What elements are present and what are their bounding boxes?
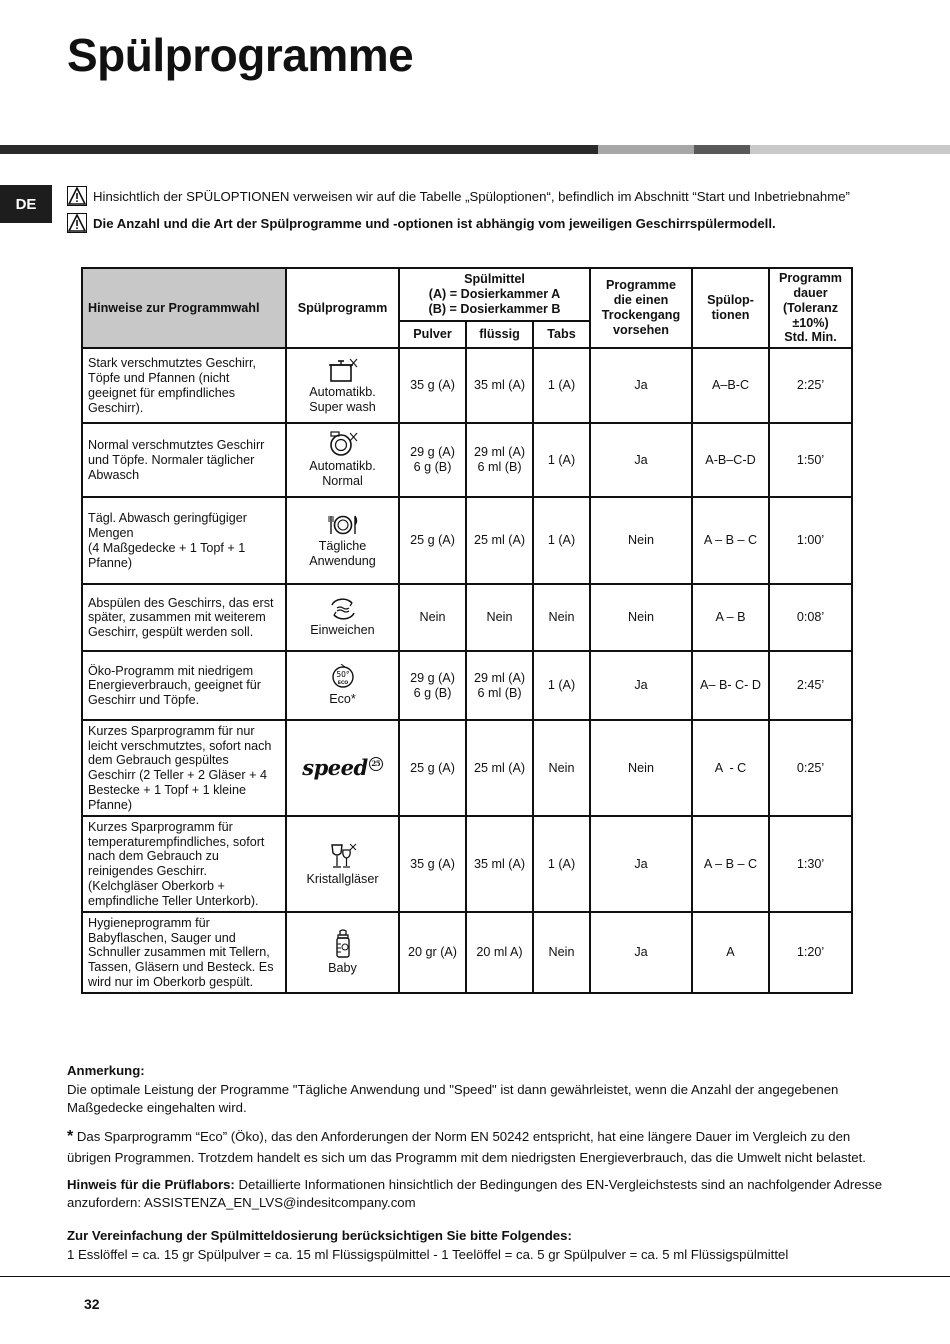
drying-cell: Ja	[590, 348, 692, 423]
powder-cell: 29 g (A) 6 g (B)	[399, 423, 466, 497]
hint-cell: Tägl. Abwasch geringfügiger Mengen (4 Maßgedecke + 1 Topf + 1 Pfanne)	[82, 497, 286, 584]
powder-cell: 20 gr (A)	[399, 912, 466, 993]
hint-cell: Öko-Programm mit niedrigem Energieverbrauch, geeignet für Geschirr und Töpfe.	[82, 651, 286, 720]
header-band-light	[598, 145, 694, 154]
hint-cell: Kurzes Sparprogramm für temperaturempfindliches, sofort nach dem Gebrauch zu reinigendes Geschirr. (Kelchgläser Oberkorb + empfindliche Teller Unterkorb).	[82, 816, 286, 912]
duration-cell: 0:25’	[769, 720, 852, 816]
page-title: Spülprogramme	[67, 29, 414, 81]
hint-cell: Kurzes Sparprogramm für nur leicht verschmutztes, sofort nach dem Gebrauch gespültes Geschirr (2 Teller + 2 Gläser + 4 Bestecke + 1 Topf + 1 kleine Pfanne)	[82, 720, 286, 816]
pan-icon	[328, 431, 358, 457]
asterisk: *	[67, 1128, 74, 1146]
wine-glass-icon	[329, 842, 357, 870]
table-row	[82, 497, 852, 584]
drying-cell: Nein	[590, 497, 692, 584]
page-number: 32	[84, 1296, 100, 1312]
tabs-cell: Nein	[533, 720, 590, 816]
tabs-cell: 1 (A)	[533, 651, 590, 720]
options-cell: A – B	[692, 584, 769, 651]
note-heading: Anmerkung:	[67, 1063, 145, 1078]
drying-cell: Ja	[590, 912, 692, 993]
options-cell: A–B-C	[692, 348, 769, 423]
options-cell: A – B – C	[692, 816, 769, 912]
powder-cell: 25 g (A)	[399, 720, 466, 816]
header-band-mid	[694, 145, 750, 154]
liquid-cell: 29 ml (A) 6 ml (B)	[466, 651, 533, 720]
table-row	[82, 912, 852, 993]
note-dosage: 1 Esslöffel = ca. 15 gr Spülpulver = ca. 15 ml Flüssigspülmittel - 1 Teelöffel = ca. 5 gr Spülpulver = ca. 5 ml Flüssigspülmittel	[67, 1246, 789, 1262]
tabs-cell: 1 (A)	[533, 423, 590, 497]
program-cell: Automatikb. Normal	[286, 423, 399, 497]
drying-cell: Ja	[590, 423, 692, 497]
header-band-dark	[0, 145, 598, 154]
table-row	[82, 651, 852, 720]
warning-icon	[67, 213, 87, 233]
svg-text:50°: 50°	[335, 670, 350, 680]
language-tab: DE	[0, 185, 52, 223]
soak-icon	[328, 597, 358, 621]
duration-cell: 2:45’	[769, 651, 852, 720]
footer-rule	[0, 1276, 950, 1277]
tabs-cell: Nein	[533, 912, 590, 993]
duration-cell: 2:25’	[769, 348, 852, 423]
baby-bottle-icon	[332, 929, 354, 959]
program-cell: Baby	[286, 912, 399, 993]
notice-options	[67, 186, 850, 206]
options-cell: A – B – C	[692, 497, 769, 584]
liquid-cell: Nein	[466, 584, 533, 651]
drying-cell: Ja	[590, 816, 692, 912]
duration-cell: 1:50’	[769, 423, 852, 497]
place-setting-icon	[327, 513, 359, 537]
header-hint: Hinweise zur Programmwahl	[82, 268, 286, 348]
options-cell: A– B- C- D	[692, 651, 769, 720]
speed-25-badge: 25	[369, 757, 383, 771]
tabs-cell: 1 (A)	[533, 816, 590, 912]
liquid-cell: 20 ml A)	[466, 912, 533, 993]
powder-cell: Nein	[399, 584, 466, 651]
header-powder: Pulver	[399, 321, 466, 348]
options-cell: A-B–C-D	[692, 423, 769, 497]
hint-cell: Hygieneprogramm für Babyflaschen, Sauger und Schnuller zusammen mit Tellern, Tassen, Gläsern und Besteck. Es wird nur im Oberkorb gespült.	[82, 912, 286, 993]
liquid-cell: 25 ml (A)	[466, 720, 533, 816]
header-options: Spülop- tionen	[692, 268, 769, 348]
drying-cell: Nein	[590, 584, 692, 651]
powder-cell: 35 g (A)	[399, 348, 466, 423]
header-program: Spülprogramm	[286, 268, 399, 348]
tabs-cell: Nein	[533, 584, 590, 651]
header-band-pale	[750, 145, 950, 154]
header-duration: Programm dauer (Toleranz ±10%) Std. Min.	[769, 268, 852, 348]
note-eco: * Das Sparprogramm “Eco” (Öko), das den Anforderungen der Norm EN 50242 entspricht, hat eine längere Dauer im Vergleich zu den übrigen Programmen. Trotzdem handelt es sich um das Programm mit dem niedrigsten Energieverbrauch, das die Umwelt nicht belastet.	[67, 1128, 866, 1165]
powder-cell: 29 g (A) 6 g (B)	[399, 651, 466, 720]
table-row	[82, 584, 852, 651]
program-cell: Automatikb. Super wash	[286, 348, 399, 423]
liquid-cell: 29 ml (A) 6 ml (B)	[466, 423, 533, 497]
table-row	[82, 423, 852, 497]
drying-cell: Ja	[590, 651, 692, 720]
notice-text: Die Anzahl und die Art der Spülprogramme und -optionen ist abhängig vom jeweiligen Geschirrspülermodell.	[93, 215, 776, 231]
tabs-cell: 1 (A)	[533, 497, 590, 584]
hint-cell: Normal verschmutztes Geschirr und Töpfe. Normaler täglicher Abwasch	[82, 423, 286, 497]
header-liquid: flüssig	[466, 321, 533, 348]
liquid-cell: 35 ml (A)	[466, 348, 533, 423]
liquid-cell: 25 ml (A)	[466, 497, 533, 584]
header-tabs: Tabs	[533, 321, 590, 348]
program-cell	[286, 720, 399, 816]
note-labs: Hinweis für die Prüflabors: Detaillierte Informationen hinsichtlich der Bedingungen des EN-Vergleichstests sind an nachfolgender Adresse anzufordern: ASSISTENZA_EN_LVS@indesitcompany.com	[67, 1176, 883, 1211]
header-detergent: Spülmittel (A) = Dosierkammer A (B) = Dosierkammer B	[399, 268, 590, 321]
program-table	[81, 267, 853, 994]
duration-cell: 1:20’	[769, 912, 852, 993]
speed-logo-icon: speed 25	[302, 756, 382, 781]
table-row	[82, 348, 852, 423]
pot-icon	[328, 357, 358, 383]
powder-cell: 35 g (A)	[399, 816, 466, 912]
note-speed: Die optimale Leistung der Programme "Tägliche Anwendung und "Speed" ist dann gewährleistet, wenn die Anzahl der angegebenen Maßgedecke eingehalten wird.	[67, 1081, 839, 1116]
hint-cell: Stark verschmutztes Geschirr, Töpfe und Pfannen (nicht geeignet für empfindliches Geschirr).	[82, 348, 286, 423]
drying-cell: Nein	[590, 720, 692, 816]
powder-cell: 25 g (A)	[399, 497, 466, 584]
notice-models	[67, 213, 776, 233]
program-cell: Einweichen	[286, 584, 399, 651]
warning-icon	[67, 186, 87, 206]
liquid-cell: 35 ml (A)	[466, 816, 533, 912]
table-row	[82, 816, 852, 912]
duration-cell: 0:08’	[769, 584, 852, 651]
program-cell: 50° ECO Eco*	[286, 651, 399, 720]
duration-cell: 1:00’	[769, 497, 852, 584]
note-dosage-heading: Zur Vereinfachung der Spülmitteldosierung berücksichtigen Sie bitte Folgendes:	[67, 1228, 572, 1244]
eco-icon	[331, 664, 355, 690]
hint-cell: Abspülen des Geschirrs, das erst später, zusammen mit weiterem Geschirr, gespült werden soll.	[82, 584, 286, 651]
notice-text: Hinsichtlich der SPÜLOPTIONEN verweisen wir auf die Tabelle „Spüloptionen“, befindlich im Abschnitt “Start und Inbetriebnahme”	[93, 188, 850, 204]
program-cell: Kristallgläser	[286, 816, 399, 912]
svg-text:ECO: ECO	[337, 681, 348, 687]
header-drying: Programme die einen Trockengang vorsehen	[590, 268, 692, 348]
table-row	[82, 720, 852, 816]
tabs-cell: 1 (A)	[533, 348, 590, 423]
footnotes	[67, 1062, 897, 1265]
duration-cell: 1:30’	[769, 816, 852, 912]
program-cell: Tägliche Anwendung	[286, 497, 399, 584]
options-cell: A - C	[692, 720, 769, 816]
options-cell: A	[692, 912, 769, 993]
